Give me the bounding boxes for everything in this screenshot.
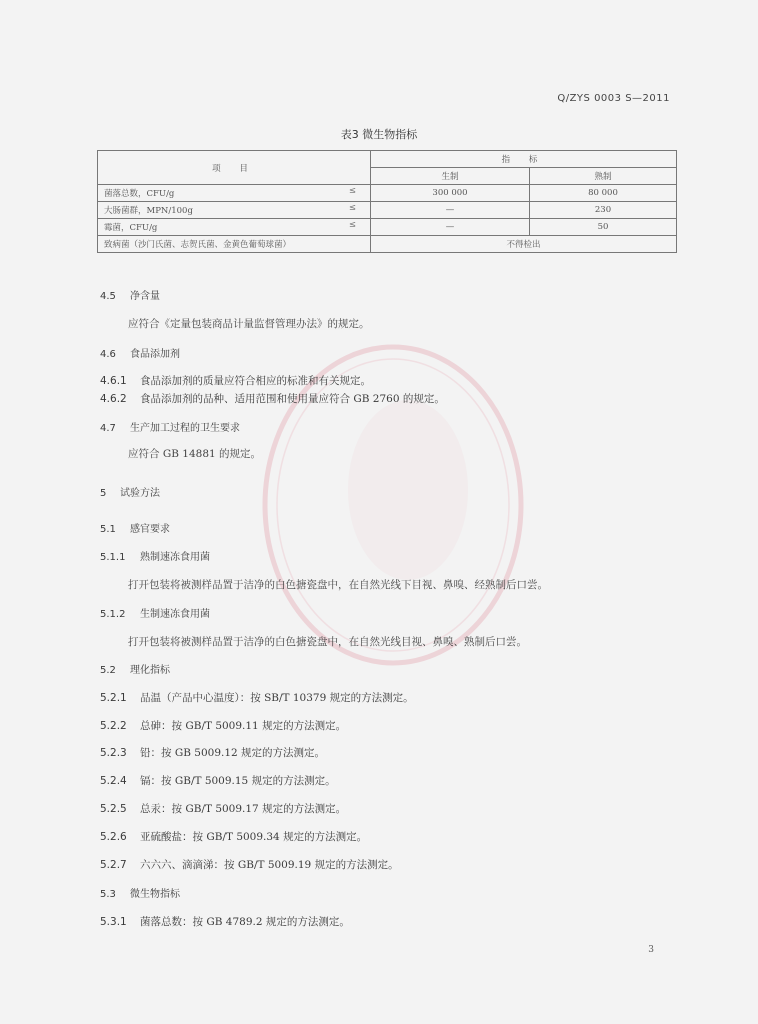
table-row	[98, 219, 677, 236]
table-row	[98, 185, 677, 202]
section-4-7-text: 应符合 GB 14881 的规定。	[128, 448, 262, 460]
section-4-7: 4.7 生产加工过程的卫生要求	[100, 423, 240, 434]
section-5-2-2: 5.2.2 总砷：按 GB/T 5009.11 规定的方法测定。	[100, 720, 347, 732]
row-cooked: 50	[530, 219, 677, 236]
seal-stamp	[258, 340, 528, 670]
section-5-1-2: 5.1.2 生制速冻食用菌	[100, 609, 210, 620]
header-index: 指 标	[371, 151, 677, 168]
row-cooked: 80 000	[530, 185, 677, 202]
section-5-1-1-text: 打开包装将被测样品置于洁净的白色搪瓷盘中，在自然光线下目视、鼻嗅、经熟制后口尝。	[128, 579, 548, 591]
section-5-1-1: 5.1.1 熟制速冻食用菌	[100, 552, 210, 563]
section-4-6-2: 4.6.2 食品添加剂的品种、适用范围和使用量应符合 GB 2760 的规定。	[100, 393, 445, 405]
page-number: 3	[648, 945, 654, 955]
table-title: 表3 微生物指标	[340, 128, 418, 141]
section-5-3-1: 5.3.1 菌落总数：按 GB 4789.2 规定的方法测定。	[100, 916, 350, 928]
section-5: 5 试验方法	[100, 488, 160, 499]
section-5-1-2-text: 打开包装将被测样品置于洁净的白色搪瓷盘中，在自然光线目视、鼻嗅、熟制后口尝。	[128, 636, 527, 648]
section-5-2-1: 5.2.1 品温（产品中心温度）：按 SB/T 10379 规定的方法测定。	[100, 692, 414, 704]
row-name: 霉菌，CFU/g ≤	[98, 219, 371, 236]
table-row	[98, 236, 677, 253]
section-5-2: 5.2 理化指标	[100, 665, 170, 676]
section-5-2-4: 5.2.4 镉：按 GB/T 5009.15 规定的方法测定。	[100, 775, 336, 787]
section-5-2-3: 5.2.3 铅：按 GB 5009.12 规定的方法测定。	[100, 747, 326, 759]
row-name: 菌落总数，CFU/g ≤	[98, 185, 371, 202]
section-5-1: 5.1 感官要求	[100, 524, 170, 535]
microbiology-table	[97, 150, 677, 253]
row-raw: —	[371, 219, 530, 236]
header-raw: 生制	[371, 168, 530, 185]
row-raw: 300 000	[371, 185, 530, 202]
section-5-2-7: 5.2.7 六六六、滴滴涕：按 GB/T 5009.19 规定的方法测定。	[100, 859, 399, 871]
table-header-row	[98, 151, 677, 168]
header-cooked: 熟制	[530, 168, 677, 185]
row-cooked: 230	[530, 202, 677, 219]
header-item: 项 目	[98, 151, 371, 185]
pathogen-value: 不得检出	[371, 236, 677, 253]
section-5-3: 5.3 微生物指标	[100, 889, 180, 900]
section-4-5: 4.5 净含量	[100, 291, 160, 302]
row-name: 大肠菌群，MPN/100g ≤	[98, 202, 371, 219]
table-row	[98, 202, 677, 219]
section-5-2-5: 5.2.5 总汞：按 GB/T 5009.17 规定的方法测定。	[100, 803, 347, 815]
section-4-5-text: 应符合《定量包装商品计量监督管理办法》的规定。	[128, 318, 370, 330]
section-5-2-6: 5.2.6 亚硫酸盐：按 GB/T 5009.34 规定的方法测定。	[100, 831, 368, 843]
document-code: Q/ZYS 0003 S—2011	[557, 93, 670, 104]
pathogen-name: 致病菌（沙门氏菌、志贺氏菌、金黄色葡萄球菌）	[98, 236, 371, 253]
row-raw: —	[371, 202, 530, 219]
section-4-6: 4.6 食品添加剂	[100, 349, 180, 360]
section-4-6-1: 4.6.1 食品添加剂的质量应符合相应的标准和有关规定。	[100, 375, 371, 387]
